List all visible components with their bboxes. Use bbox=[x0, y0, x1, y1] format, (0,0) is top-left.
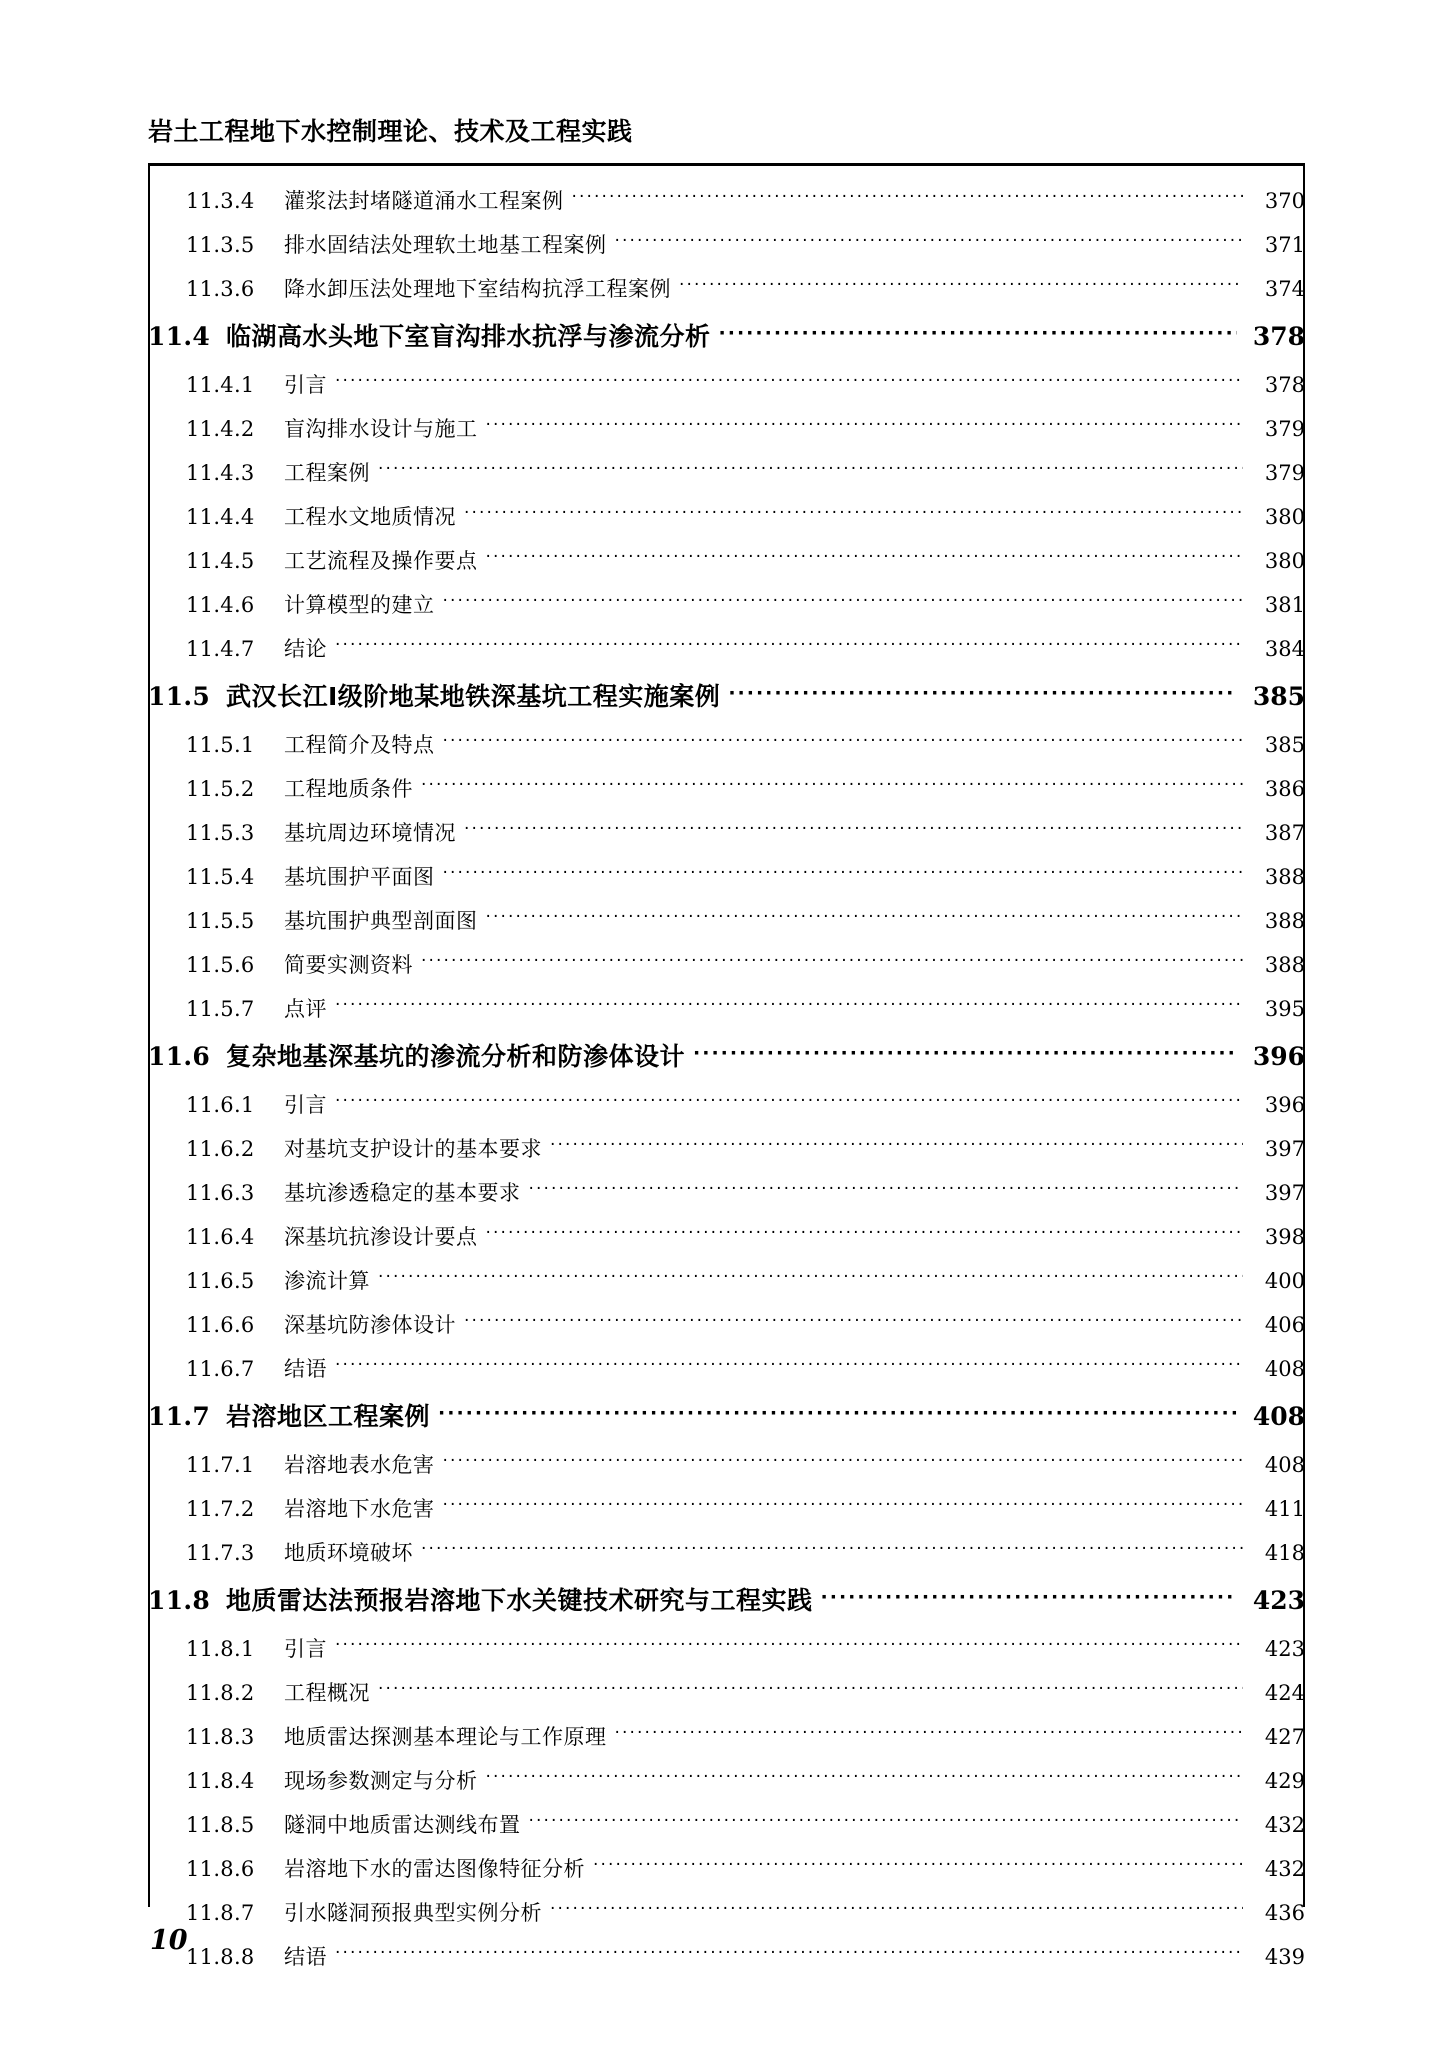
toc-entry-number: 11.8.5 bbox=[186, 1813, 255, 1837]
toc-leader-dots bbox=[464, 1315, 1243, 1332]
toc-entry-page: 380 bbox=[1264, 549, 1305, 573]
toc-entry-title: 引言 bbox=[284, 1637, 327, 1661]
toc-entry[interactable] bbox=[148, 1537, 1305, 1581]
toc-entry-page: 396 bbox=[1264, 1093, 1305, 1117]
toc-leader-dots bbox=[438, 1406, 1237, 1425]
toc-entry-title: 现场参数测定与分析 bbox=[284, 1769, 478, 1793]
toc-entry[interactable] bbox=[148, 1493, 1305, 1537]
toc-entry-title: 地质环境破坏 bbox=[284, 1541, 413, 1565]
toc-entry-title: 基坑围护平面图 bbox=[284, 865, 435, 889]
toc-entry-page: 427 bbox=[1264, 1725, 1305, 1749]
toc-entry[interactable] bbox=[148, 545, 1305, 589]
toc-entry-title: 对基坑支护设计的基本要求 bbox=[284, 1137, 542, 1161]
toc-entry-number: 11.7.1 bbox=[186, 1453, 255, 1477]
toc-leader-dots bbox=[335, 1947, 1243, 1964]
toc-entry[interactable] bbox=[148, 729, 1305, 773]
toc-leader-dots bbox=[335, 375, 1243, 392]
toc-entry[interactable] bbox=[148, 993, 1305, 1037]
toc-leader-dots bbox=[615, 1727, 1244, 1744]
toc-entry[interactable] bbox=[148, 1449, 1305, 1493]
toc-entry-title: 工程概况 bbox=[284, 1681, 370, 1705]
toc-entry-number: 11.7.2 bbox=[186, 1497, 255, 1521]
toc-entry-number: 11.8.7 bbox=[186, 1901, 255, 1925]
toc-entry[interactable] bbox=[148, 273, 1305, 317]
toc-entry-title: 简要实测资料 bbox=[284, 953, 413, 977]
toc-leader-dots bbox=[443, 867, 1244, 884]
toc-entry[interactable] bbox=[148, 229, 1305, 273]
toc-entry-number: 11.4.1 bbox=[186, 373, 255, 397]
toc-entry-number: 11.6.4 bbox=[186, 1225, 255, 1249]
toc-entry-title: 深基坑抗渗设计要点 bbox=[284, 1225, 478, 1249]
toc-entry-title: 工程简介及特点 bbox=[284, 733, 435, 757]
toc-entry-page: 386 bbox=[1264, 777, 1305, 801]
toc-entry-page: 408 bbox=[1252, 1402, 1305, 1431]
toc-leader-dots bbox=[335, 1639, 1243, 1656]
toc-entry-page: 388 bbox=[1264, 953, 1305, 977]
toc-entry-title: 基坑周边环境情况 bbox=[284, 821, 456, 845]
toc-leader-dots bbox=[421, 779, 1243, 796]
toc-leader-dots bbox=[421, 1543, 1243, 1560]
toc-leader-dots bbox=[486, 911, 1244, 928]
toc-leader-dots bbox=[486, 1227, 1244, 1244]
toc-entry[interactable] bbox=[148, 317, 1305, 369]
toc-leader-dots bbox=[679, 279, 1243, 296]
toc-entry-page: 378 bbox=[1252, 322, 1305, 351]
toc-entry[interactable] bbox=[148, 1089, 1305, 1133]
toc-entry[interactable] bbox=[148, 413, 1305, 457]
toc-entry-number: 11.4.6 bbox=[186, 593, 255, 617]
toc-entry-title: 地质雷达探测基本理论与工作原理 bbox=[284, 1725, 607, 1749]
toc-entry[interactable] bbox=[148, 369, 1305, 413]
toc-entry-number: 11.6.7 bbox=[186, 1357, 255, 1381]
toc-entry-number: 11.6.1 bbox=[186, 1093, 255, 1117]
toc-entry[interactable] bbox=[148, 633, 1305, 677]
toc-entry-title: 点评 bbox=[284, 997, 327, 1021]
toc-entry-page: 432 bbox=[1264, 1813, 1305, 1837]
toc-entry[interactable] bbox=[148, 1581, 1305, 1633]
toc-entry[interactable] bbox=[148, 1309, 1305, 1353]
toc-entry-title: 降水卸压法处理地下室结构抗浮工程案例 bbox=[284, 277, 671, 301]
toc-entry-page: 429 bbox=[1264, 1769, 1305, 1793]
toc-entry[interactable] bbox=[148, 589, 1305, 633]
toc-entry-page: 408 bbox=[1264, 1453, 1305, 1477]
toc-entry-title: 武汉长江Ⅰ级阶地某地铁深基坑工程实施案例 bbox=[226, 682, 721, 711]
toc-entry-number: 11.5.3 bbox=[186, 821, 255, 845]
toc-entry-number: 11.8.6 bbox=[186, 1857, 255, 1881]
toc-leader-dots bbox=[486, 1771, 1244, 1788]
toc-entry-title: 灌浆法封堵隧道涌水工程案例 bbox=[284, 189, 564, 213]
toc-entry-page: 380 bbox=[1264, 505, 1305, 529]
toc-entry-title: 临湖高水头地下室盲沟排水抗浮与渗流分析 bbox=[226, 322, 711, 351]
toc-entry-page: 388 bbox=[1264, 865, 1305, 889]
toc-leader-dots bbox=[378, 1683, 1243, 1700]
toc-entry[interactable] bbox=[148, 861, 1305, 905]
toc-entry-page: 423 bbox=[1252, 1586, 1305, 1615]
toc-entry-page: 400 bbox=[1264, 1269, 1305, 1293]
toc-entry-title: 工艺流程及操作要点 bbox=[284, 549, 478, 573]
toc-entry-title: 计算模型的建立 bbox=[284, 593, 435, 617]
toc-leader-dots bbox=[335, 999, 1243, 1016]
toc-entry-title: 复杂地基深基坑的渗流分析和防渗体设计 bbox=[226, 1042, 686, 1071]
toc-entry-title: 引言 bbox=[284, 373, 327, 397]
toc-entry-title: 地质雷达法预报岩溶地下水关键技术研究与工程实践 bbox=[226, 1586, 813, 1615]
toc-entry-page: 436 bbox=[1264, 1901, 1305, 1925]
toc-leader-dots bbox=[593, 1859, 1243, 1876]
toc-leader-dots bbox=[443, 735, 1244, 752]
toc-entry-number: 11.3.5 bbox=[186, 233, 255, 257]
toc-entry-page: 396 bbox=[1252, 1042, 1305, 1071]
toc-entry-page: 406 bbox=[1264, 1313, 1305, 1337]
toc-entry-title: 结语 bbox=[284, 1357, 327, 1381]
toc-entry[interactable] bbox=[148, 1897, 1305, 1941]
toc-entry[interactable] bbox=[148, 1397, 1305, 1449]
toc-entry-page: 371 bbox=[1264, 233, 1305, 257]
toc-entry-title: 结论 bbox=[284, 637, 327, 661]
toc-entry[interactable] bbox=[148, 773, 1305, 817]
toc-entry[interactable] bbox=[148, 1677, 1305, 1721]
toc-entry-number: 11.3.6 bbox=[186, 277, 255, 301]
toc-leader-dots bbox=[486, 551, 1244, 568]
toc-entry-number: 11.8.1 bbox=[186, 1637, 255, 1661]
toc-entry-page: 379 bbox=[1264, 417, 1305, 441]
toc-entry[interactable] bbox=[148, 1853, 1305, 1897]
toc-leader-dots bbox=[728, 686, 1237, 705]
toc-entry[interactable] bbox=[148, 501, 1305, 545]
toc-entry-number: 11.8.3 bbox=[186, 1725, 255, 1749]
toc-entry-page: 418 bbox=[1264, 1541, 1305, 1565]
toc-entry-number: 11.5.6 bbox=[186, 953, 255, 977]
toc-entry-title: 排水固结法处理软土地基工程案例 bbox=[284, 233, 607, 257]
toc-entry-page: 388 bbox=[1264, 909, 1305, 933]
toc-entry-number: 11.8.4 bbox=[186, 1769, 255, 1793]
toc-entry[interactable] bbox=[148, 1765, 1305, 1809]
toc-entry-title: 结语 bbox=[284, 1945, 327, 1969]
toc-leader-dots bbox=[335, 1095, 1243, 1112]
toc-leader-dots bbox=[443, 1499, 1244, 1516]
toc-entry[interactable] bbox=[148, 1353, 1305, 1397]
toc-entry-number: 11.7.3 bbox=[186, 1541, 255, 1565]
toc-entry-page: 370 bbox=[1264, 189, 1305, 213]
toc-entry-title: 工程水文地质情况 bbox=[284, 505, 456, 529]
toc-entry-page: 432 bbox=[1264, 1857, 1305, 1881]
toc-entry-page: 387 bbox=[1264, 821, 1305, 845]
toc-entry-number: 11.6.6 bbox=[186, 1313, 255, 1337]
toc-entry-title: 基坑渗透稳定的基本要求 bbox=[284, 1181, 521, 1205]
toc-leader-dots bbox=[421, 955, 1243, 972]
toc-entry[interactable] bbox=[148, 1037, 1305, 1089]
toc-entry-page: 408 bbox=[1264, 1357, 1305, 1381]
toc-leader-dots bbox=[529, 1183, 1244, 1200]
toc-leader-dots bbox=[572, 191, 1244, 208]
toc-leader-dots bbox=[550, 1139, 1243, 1156]
toc-leader-dots bbox=[693, 1046, 1237, 1065]
toc-entry-page: 439 bbox=[1264, 1945, 1305, 1969]
toc-entry-number: 11.8 bbox=[148, 1586, 211, 1615]
toc-entry[interactable] bbox=[148, 1265, 1305, 1309]
toc-entry-number: 11.5.7 bbox=[186, 997, 255, 1021]
toc-entry[interactable] bbox=[148, 1809, 1305, 1853]
toc-entry[interactable] bbox=[148, 1133, 1305, 1177]
toc-entry-number: 11.6 bbox=[148, 1042, 211, 1071]
toc-entry-number: 11.4 bbox=[148, 322, 211, 351]
toc-entry-number: 11.3.4 bbox=[186, 189, 255, 213]
toc-leader-dots bbox=[335, 1359, 1243, 1376]
toc-entry-title: 工程地质条件 bbox=[284, 777, 413, 801]
toc-leader-dots bbox=[335, 639, 1243, 656]
toc-entry-number: 11.4.2 bbox=[186, 417, 255, 441]
toc-entry-title: 基坑围护典型剖面图 bbox=[284, 909, 478, 933]
toc-entry-number: 11.5 bbox=[148, 682, 211, 711]
toc-entry-title: 岩溶地表水危害 bbox=[284, 1453, 435, 1477]
toc-entry-title: 渗流计算 bbox=[284, 1269, 370, 1293]
toc-entry[interactable] bbox=[148, 185, 1305, 229]
toc-leader-dots bbox=[378, 1271, 1243, 1288]
toc-entry-number: 11.5.1 bbox=[186, 733, 255, 757]
book-title: 岩土工程地下水控制理论、技术及工程实践 bbox=[148, 117, 633, 146]
toc-entry-page: 395 bbox=[1264, 997, 1305, 1021]
toc-entry-page: 398 bbox=[1264, 1225, 1305, 1249]
toc-entry-number: 11.6.5 bbox=[186, 1269, 255, 1293]
table-of-contents bbox=[148, 185, 1305, 1985]
toc-leader-dots bbox=[464, 507, 1243, 524]
toc-entry-number: 11.7 bbox=[148, 1402, 211, 1431]
toc-entry[interactable] bbox=[148, 905, 1305, 949]
toc-leader-dots bbox=[443, 595, 1244, 612]
toc-entry-title: 隧洞中地质雷达测线布置 bbox=[284, 1813, 521, 1837]
toc-entry-page: 423 bbox=[1264, 1637, 1305, 1661]
toc-entry-number: 11.5.2 bbox=[186, 777, 255, 801]
toc-entry-title: 深基坑防渗体设计 bbox=[284, 1313, 456, 1337]
toc-entry-page: 385 bbox=[1252, 682, 1305, 711]
toc-entry-page: 385 bbox=[1264, 733, 1305, 757]
toc-entry-number: 11.4.5 bbox=[186, 549, 255, 573]
toc-entry-number: 11.4.3 bbox=[186, 461, 255, 485]
toc-entry[interactable] bbox=[148, 1177, 1305, 1221]
toc-leader-dots bbox=[443, 1455, 1244, 1472]
toc-entry[interactable] bbox=[148, 949, 1305, 993]
running-header bbox=[0, 0, 1450, 170]
toc-entry-title: 岩溶地下水的雷达图像特征分析 bbox=[284, 1857, 585, 1881]
toc-entry[interactable] bbox=[148, 677, 1305, 729]
toc-entry-page: 384 bbox=[1264, 637, 1305, 661]
toc-leader-dots bbox=[378, 463, 1243, 480]
toc-entry-number: 11.4.4 bbox=[186, 505, 255, 529]
toc-entry-title: 引言 bbox=[284, 1093, 327, 1117]
toc-entry-page: 397 bbox=[1264, 1137, 1305, 1161]
toc-entry-page: 381 bbox=[1264, 593, 1305, 617]
toc-leader-dots bbox=[550, 1903, 1243, 1920]
toc-entry-page: 397 bbox=[1264, 1181, 1305, 1205]
toc-entry-number: 11.5.5 bbox=[186, 909, 255, 933]
toc-entry[interactable] bbox=[148, 1721, 1305, 1765]
toc-entry-number: 11.6.2 bbox=[186, 1137, 255, 1161]
toc-entry-number: 11.8.8 bbox=[186, 1945, 255, 1969]
toc-entry-page: 379 bbox=[1264, 461, 1305, 485]
toc-entry-page: 411 bbox=[1264, 1497, 1305, 1521]
toc-leader-dots bbox=[719, 326, 1237, 345]
toc-entry-page: 378 bbox=[1264, 373, 1305, 397]
toc-entry[interactable] bbox=[148, 817, 1305, 861]
page-number-folio: 10 bbox=[150, 1925, 188, 1956]
toc-leader-dots bbox=[529, 1815, 1244, 1832]
toc-entry-number: 11.4.7 bbox=[186, 637, 255, 661]
toc-entry[interactable] bbox=[148, 457, 1305, 501]
toc-entry-number: 11.5.4 bbox=[186, 865, 255, 889]
toc-entry-page: 424 bbox=[1264, 1681, 1305, 1705]
toc-entry-number: 11.6.3 bbox=[186, 1181, 255, 1205]
toc-entry-title: 岩溶地下水危害 bbox=[284, 1497, 435, 1521]
toc-leader-dots bbox=[821, 1590, 1237, 1609]
toc-leader-dots bbox=[464, 823, 1243, 840]
toc-entry-title: 岩溶地区工程案例 bbox=[226, 1402, 431, 1431]
toc-entry-title: 盲沟排水设计与施工 bbox=[284, 417, 478, 441]
toc-entry-page: 374 bbox=[1264, 277, 1305, 301]
toc-entry[interactable] bbox=[148, 1633, 1305, 1677]
toc-entry[interactable] bbox=[148, 1941, 1305, 1985]
toc-entry-title: 工程案例 bbox=[284, 461, 370, 485]
toc-leader-dots bbox=[486, 419, 1244, 436]
toc-entry[interactable] bbox=[148, 1221, 1305, 1265]
toc-entry-title: 引水隧洞预报典型实例分析 bbox=[284, 1901, 542, 1925]
toc-leader-dots bbox=[615, 235, 1244, 252]
header-divider bbox=[148, 163, 1305, 166]
toc-entry-number: 11.8.2 bbox=[186, 1681, 255, 1705]
